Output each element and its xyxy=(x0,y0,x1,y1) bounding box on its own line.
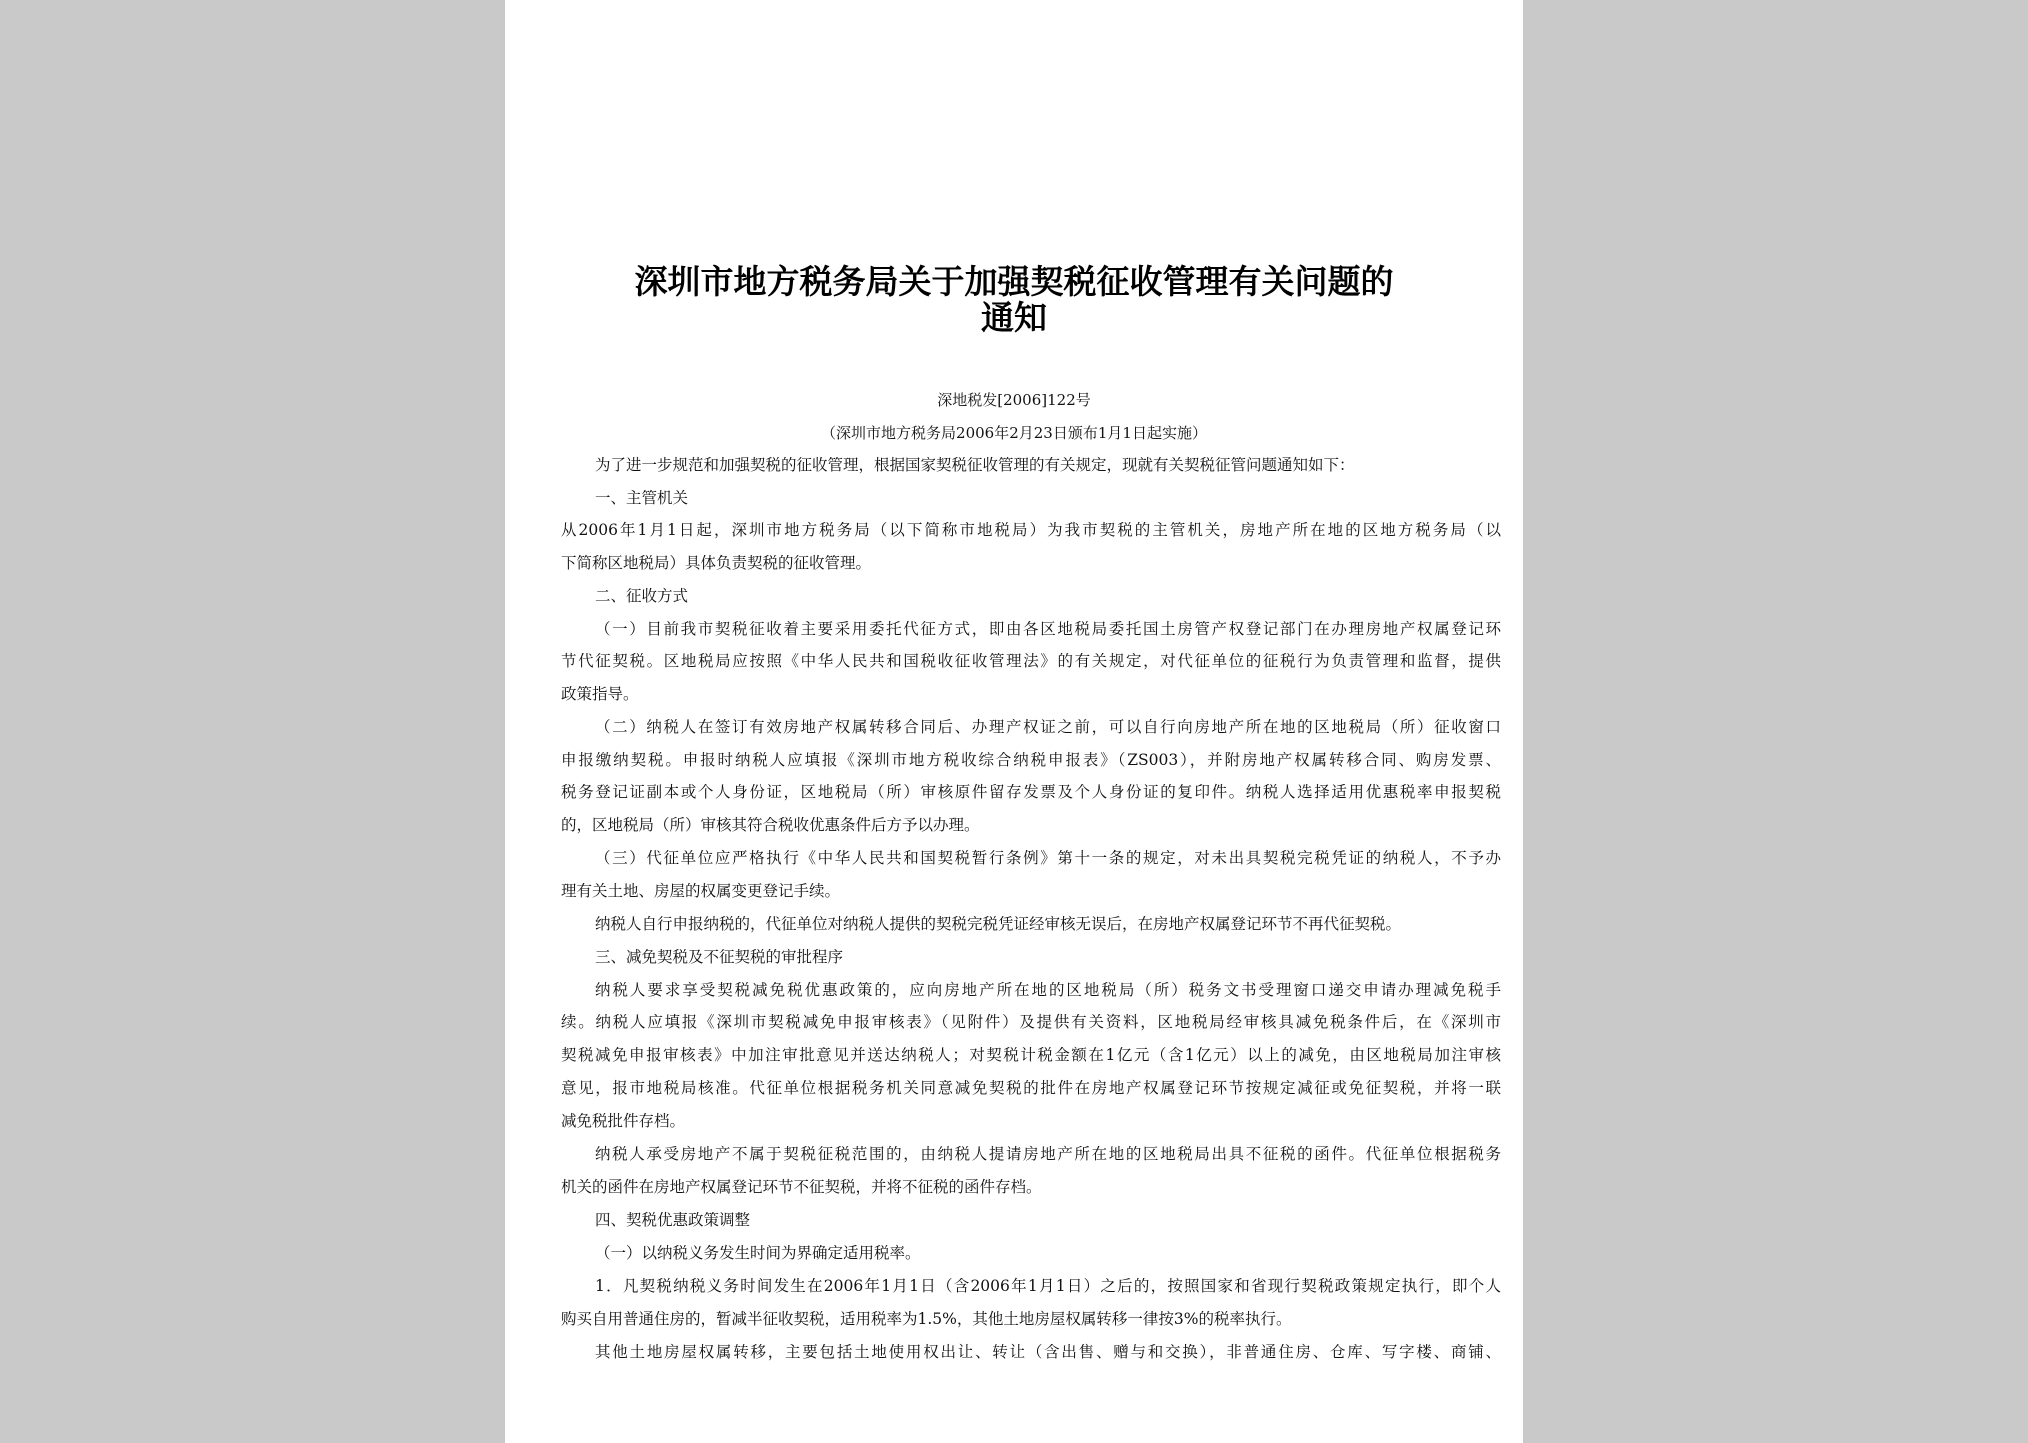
body-line: 购买自用普通住房的，暂减半征收契税，适用税率为1.5%，其他土地房屋权属转移一律按3%的税率执行。 xyxy=(561,1310,1292,1328)
section-heading: 三、减免契税及不征契税的审批程序 xyxy=(595,948,844,966)
body-line: 纳税人自行申报纳税的，代征单位对纳税人提供的契税完税凭证经审核无误后，在房地产权属登记环节不再代征契税。 xyxy=(595,915,1402,933)
section-heading: 一、主管机关 xyxy=(595,489,689,507)
body-line: 其他土地房屋权属转移，主要包括土地使用权出让、转让（含出售、赠与和交换），非普通住房、仓库、写字楼、商铺、 xyxy=(595,1343,1501,1361)
body-line: 的，区地税局（所）审核其符合税收优惠条件后方予以办理。 xyxy=(561,816,980,834)
body-line: 下简称区地税局）具体负责契税的征收管理。 xyxy=(561,554,872,572)
body-line: 节代征契税。区地税局应按照《中华人民共和国税收征收管理法》的有关规定，对代征单位的征税行为负责管理和监督，提供 xyxy=(561,652,1501,670)
body-line: 从2006年1月1日起，深圳市地方税务局（以下简称市地税局）为我市契税的主管机关，房地产所在地的区地方税务局（以 xyxy=(561,521,1501,539)
body-line: （一）以纳税义务发生时间为界确定适用税率。 xyxy=(595,1244,921,1262)
body-line: 理有关土地、房屋的权属变更登记手续。 xyxy=(561,882,841,900)
body-line: （三）代征单位应严格执行《中华人民共和国契税暂行条例》第十一条的规定，对未出具契税完税凭证的纳税人，不予办 xyxy=(595,849,1501,867)
body-line: （一）目前我市契税征收着主要采用委托代征方式，即由各区地税局委托国土房管产权登记部门在办理房地产权属登记环 xyxy=(595,620,1501,638)
document-page xyxy=(505,0,1523,1443)
document-title-continued: 通知 xyxy=(981,298,1047,337)
body-line: 续。纳税人应填报《深圳市契税减免申报审核表》（见附件）及提供有关资料，区地税局经审核具减免税条件后，在《深圳市 xyxy=(561,1013,1501,1031)
body-line: 纳税人承受房地产不属于契税征税范围的，由纳税人提请房地产所在地的区地税局出具不征税的函件。代征单位根据税务 xyxy=(595,1145,1501,1163)
document-number: 深地税发[2006]122号 xyxy=(937,391,1091,409)
body-line: 申报缴纳契税。申报时纳税人应填报《深圳市地方税收综合纳税申报表》（ZS003），并附房地产权属转移合同、购房发票、 xyxy=(561,751,1501,769)
section-heading: 四、契税优惠政策调整 xyxy=(595,1211,751,1229)
section-heading: 二、征收方式 xyxy=(595,587,689,605)
intro-paragraph: 为了进一步规范和加强契税的征收管理，根据国家契税征收管理的有关规定，现就有关契税征管问题通知如下： xyxy=(595,456,1355,474)
body-line: 税务登记证副本或个人身份证，区地税局（所）审核原件留存发票及个人身份证的复印件。纳税人选择适用优惠税率申报契税 xyxy=(561,783,1501,801)
body-line: 政策指导。 xyxy=(561,685,639,703)
body-line: 契税减免申报审核表》中加注审批意见并送达纳税人；对契税计税金额在1亿元（含1亿元）以上的减免，由区地税局加注审核 xyxy=(561,1046,1501,1064)
body-line: 减免税批件存档。 xyxy=(561,1112,686,1130)
issue-info: （深圳市地方税务局2006年2月23日颁布1月1日起实施） xyxy=(821,424,1207,442)
body-line: 纳税人要求享受契税减免税优惠政策的，应向房地产所在地的区地税局（所）税务文书受理窗口递交申请办理减免税手 xyxy=(595,981,1501,999)
body-line: 1．凡契税纳税义务时间发生在2006年1月1日（含2006年1月1日）之后的，按照国家和省现行契税政策规定执行，即个人 xyxy=(595,1277,1501,1295)
body-line: 意见，报市地税局核准。代征单位根据税务机关同意减免契税的批件在房地产权属登记环节按规定减征或免征契税，并将一联 xyxy=(561,1079,1501,1097)
body-line: 机关的函件在房地产权属登记环节不征契税，并将不征税的函件存档。 xyxy=(561,1178,1042,1196)
document-title: 深圳市地方税务局关于加强契税征收管理有关问题的 xyxy=(634,262,1394,301)
body-line: （二）纳税人在签订有效房地产权属转移合同后、办理产权证之前，可以自行向房地产所在地的区地税局（所）征收窗口 xyxy=(595,718,1501,736)
